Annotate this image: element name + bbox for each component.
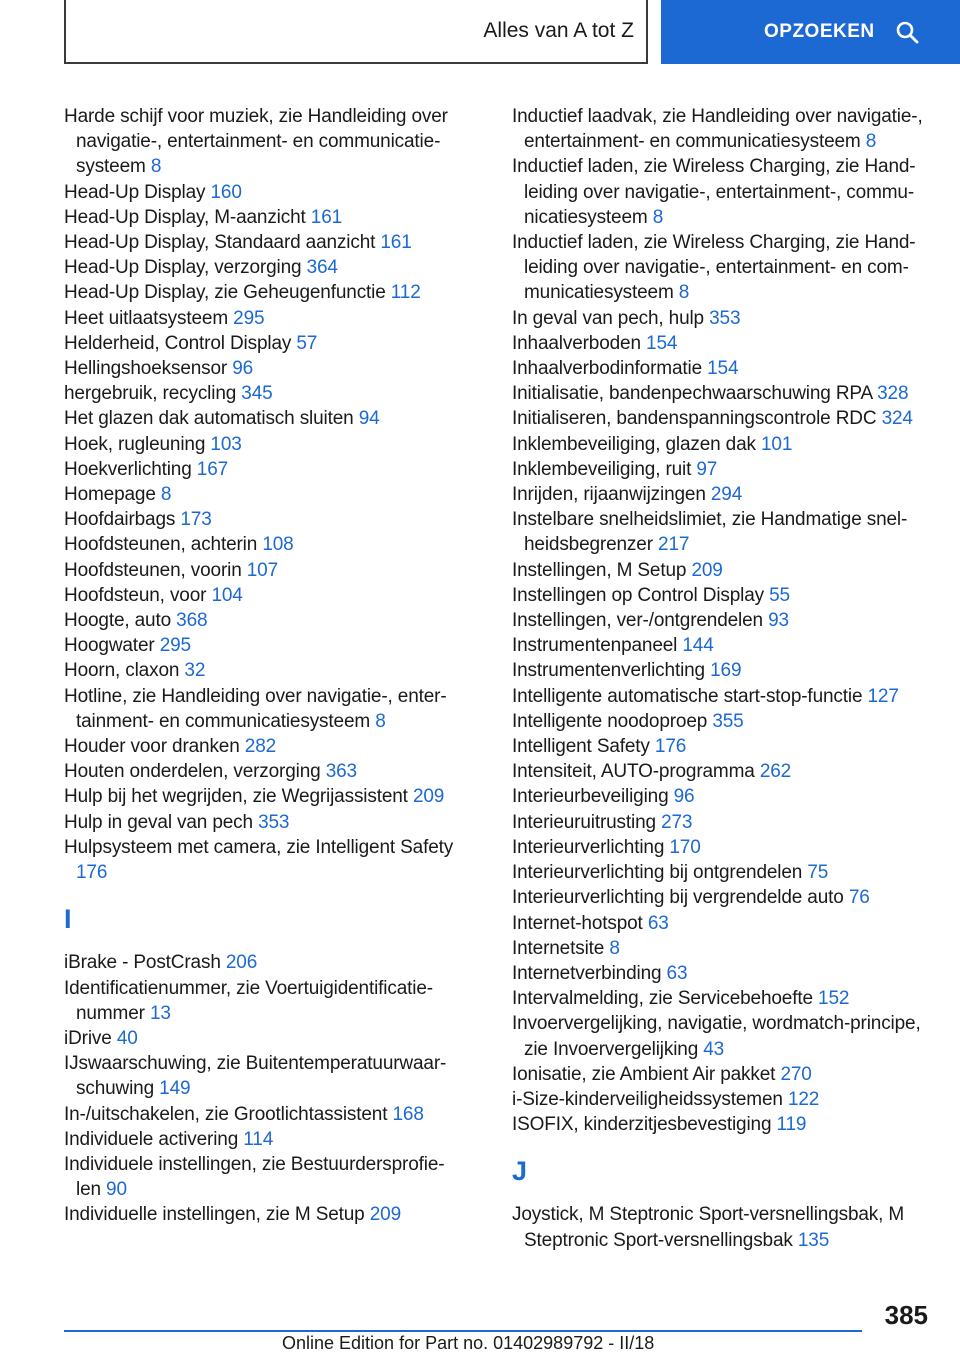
index-entry (512, 406, 932, 431)
magnifier-icon (895, 20, 919, 44)
index-entry-text: i-Size-kinderveiligheidssystemen (512, 1088, 783, 1110)
index-entry-text: Hulpsysteem met camera, zie Intelligent Safety (64, 836, 454, 858)
page-link[interactable]: 57 (296, 332, 318, 354)
page-link[interactable]: 8 (150, 156, 162, 178)
page-link[interactable]: 32 (184, 660, 206, 682)
index-entry-text: In-/uitschakelen, zie Grootlichtassistent (64, 1103, 388, 1125)
page-link[interactable]: 368 (176, 610, 208, 632)
index-entry (64, 1127, 456, 1152)
index-entry-text: Internetsite (512, 937, 605, 959)
page-link[interactable]: 8 (652, 206, 664, 228)
index-entry (512, 784, 932, 809)
index-entry (512, 936, 932, 961)
index-entry-text: Instellingen, ver-/ontgrendelen (512, 610, 763, 632)
index-entry (64, 784, 456, 809)
page-link[interactable]: 97 (696, 458, 718, 480)
index-entry (64, 356, 456, 381)
index-entry-text: iDrive (64, 1027, 112, 1049)
index-entry-text: Inductief laden, zie Wireless Charging, zie Handleiding over navigatie-, entertainment-, communicatiesysteem (512, 156, 916, 228)
index-entry-text: Harde schijf voor muziek, zie Handleiding over navigatie-, entertainment- en communicatiesysteem (64, 106, 448, 178)
index-entry (64, 507, 456, 532)
index-entry (512, 810, 932, 835)
index-entry (64, 734, 456, 759)
page-link[interactable]: 160 (210, 181, 242, 203)
page-link[interactable]: 273 (661, 811, 693, 833)
index-entry (512, 658, 932, 683)
index-entry-text: Interieurverlichting bij vergrendelde auto (512, 887, 844, 909)
page-link[interactable]: 135 (797, 1229, 830, 1251)
index-entry-text: Hulp bij het wegrijden, zie Wegrijassistent (64, 786, 408, 808)
index-entry (64, 658, 456, 683)
index-entry (64, 205, 456, 230)
index-entry (512, 835, 932, 860)
index-entry-text: Hoek, rugleuning (64, 433, 206, 455)
index-entry-text: Inhaalverboden (512, 332, 641, 354)
page-link[interactable]: 170 (669, 836, 701, 858)
index-entry (64, 280, 456, 305)
index-entry-text: Hoofdsteunen, achterin (64, 534, 258, 556)
page-link[interactable]: 90 (106, 1179, 127, 1201)
page-link[interactable]: 112 (390, 282, 421, 304)
page-link[interactable]: 176 (76, 862, 108, 884)
index-entry-text: Heet uitlaatsysteem (64, 307, 229, 329)
index-entry-text: Inductief laden, zie Wireless Charging, zie Handleiding over navigatie-, entertainment- en communicatiesysteem (512, 232, 916, 304)
index-entry-text: Head-Up Display, zie Geheugenfunctie (64, 282, 386, 304)
page-link[interactable]: 173 (180, 509, 212, 531)
index-entry-text: Individuelle instellingen, zie M Setup (64, 1204, 365, 1226)
page-link[interactable]: 355 (712, 710, 744, 732)
index-entry (512, 1087, 932, 1112)
page-link[interactable]: 63 (647, 912, 669, 934)
index-entry (512, 633, 932, 658)
index-entry (64, 457, 456, 482)
index-entry-text: Homepage (64, 484, 156, 506)
index-entry (512, 432, 932, 457)
index-entry-text: Initialisatie, bandenpechwaarschuwing RPA (512, 383, 872, 405)
page-link[interactable]: 328 (877, 383, 909, 405)
index-entry-text: Hoorn, claxon (64, 660, 180, 682)
index-entry-text: ISOFIX, kinderzitjesbevestiging (512, 1114, 772, 1136)
index-entry (64, 331, 456, 356)
index-entry (64, 1051, 456, 1101)
footer-edition-text: Online Edition for Part no. 01402989792 - II/18 (282, 1333, 655, 1353)
index-entry-text: iBrake - PostCrash (64, 952, 221, 974)
page-link[interactable]: 270 (780, 1063, 812, 1085)
page-link[interactable]: 13 (149, 1002, 171, 1024)
index-entry-text: Hoekverlichting (64, 458, 192, 480)
page-link[interactable]: 324 (881, 408, 913, 430)
page-link[interactable]: 8 (609, 937, 620, 959)
index-entry-text: Interieurverlichting (512, 836, 665, 858)
index-entry-text: Hoofdairbags (64, 509, 176, 531)
section-letter: I (64, 904, 72, 935)
index-entry-text: Inhaalverbodinformatie (512, 358, 702, 380)
index-entry-text: Houten onderdelen, verzorging (64, 761, 321, 783)
index-entry (64, 976, 456, 1026)
index-entry (64, 684, 456, 734)
index-entry-text: Instelbare snelheidslimiet, zie Handmatige snelheidsbegrenzer (512, 509, 908, 556)
page-link[interactable]: 108 (262, 534, 294, 556)
index-entry (512, 986, 932, 1011)
page-link[interactable]: 122 (787, 1088, 820, 1110)
page-link[interactable]: 295 (233, 307, 265, 329)
page-link[interactable]: 40 (116, 1027, 138, 1049)
index-entry (512, 885, 932, 910)
page-link[interactable]: 217 (658, 534, 690, 556)
index-entry (512, 1112, 932, 1137)
index-entry (512, 507, 932, 557)
page-link[interactable]: 154 (707, 358, 739, 380)
index-entry (64, 1026, 456, 1051)
index-entry (64, 306, 456, 331)
page-link[interactable]: 294 (710, 484, 743, 506)
index-entry-text: Identificatienummer, zie Voertuigidentificatienummer (64, 977, 434, 1024)
index-entry-text: Individuele instellingen, zie Bestuurdersprofielen (64, 1153, 445, 1201)
index-entry (512, 558, 932, 583)
page-link[interactable]: 209 (691, 559, 723, 581)
index-entry (512, 1062, 932, 1087)
index-entry (512, 961, 932, 986)
index-entry-text: Hulp in geval van pech (64, 811, 253, 833)
section-tab-label: Alles van A tot Z (483, 19, 634, 42)
footer-divider (64, 1330, 862, 1332)
index-entry-text: Head-Up Display, M-aanzicht (64, 206, 306, 228)
page-link[interactable]: 345 (241, 383, 273, 405)
index-entry (64, 633, 456, 658)
index-entry-text: Individuele activering (64, 1128, 239, 1150)
index-entry (512, 583, 932, 608)
page-link[interactable]: 8 (160, 484, 172, 506)
page-link[interactable]: 101 (761, 433, 793, 455)
index-entry (64, 950, 456, 975)
index-entry (64, 406, 456, 431)
page-link[interactable]: 96 (673, 786, 695, 808)
index-entry-text: Interieurbeveiliging (512, 786, 669, 808)
index-entry-text: Inklembeveiliging, ruit (512, 458, 692, 480)
index-entry (64, 230, 456, 255)
search-button[interactable] (661, 0, 960, 64)
page-link[interactable]: 63 (666, 962, 688, 984)
index-entry-text: Het glazen dak automatisch sluiten (64, 408, 354, 430)
index-entry-text: Head-Up Display, Standaard aanzicht (64, 232, 376, 254)
page-link[interactable]: 107 (246, 559, 279, 581)
section-tab-a-to-z[interactable] (64, 0, 648, 64)
index-entry-text: Internetverbinding (512, 962, 662, 984)
index-entry (512, 911, 932, 936)
index-entry-text: Hoofdsteun, voor (64, 584, 207, 606)
page-link[interactable]: 167 (196, 458, 229, 480)
index-entry-text: Hellingshoeksensor (64, 358, 228, 380)
index-entry (64, 1152, 456, 1202)
index-column-right (512, 104, 932, 1253)
index-entry (64, 532, 456, 557)
index-entry (512, 154, 932, 230)
index-entry-text: Intelligent Safety (512, 736, 650, 758)
index-entry-text: Inductief laadvak, zie Handleiding over navigatie-, entertainment- en communicatiesysteem (512, 106, 923, 153)
page-link[interactable]: 169 (710, 660, 742, 682)
page-link[interactable]: 152 (818, 988, 850, 1010)
index-entry-text: Hoogte, auto (64, 610, 172, 632)
page-link[interactable]: 127 (867, 685, 899, 707)
index-entry-text: hergebruik, recycling (64, 383, 237, 405)
index-entry-text: In geval van pech, hulp (512, 307, 704, 329)
page-link[interactable]: 104 (211, 584, 243, 606)
page-link[interactable]: 363 (325, 761, 357, 783)
page-link[interactable]: 144 (682, 635, 714, 657)
index-entry (512, 709, 932, 734)
index-entry (512, 457, 932, 482)
index-entry-text: Intelligente automatische start-stop-functie (512, 685, 863, 707)
index-entry-text: Intensiteit, AUTO-programma (512, 761, 755, 783)
index-entry (512, 1202, 932, 1252)
page-number: 385 (884, 1300, 928, 1330)
index-entry (64, 583, 456, 608)
index-entry (64, 104, 456, 180)
page-link[interactable]: 8 (678, 282, 690, 304)
index-entry (64, 759, 456, 784)
index-entry (64, 1202, 456, 1227)
index-entry (64, 558, 456, 583)
index-entry-text: Ionisatie, zie Ambient Air pakket (512, 1063, 776, 1085)
index-entry-text: Invoervergelijking, navigatie, wordmatch-principe, zie Invoervergelijking (512, 1013, 921, 1060)
index-entry-text: Instellingen, M Setup (512, 559, 687, 581)
index-entry-text: IJswaarschuwing, zie Buitentemperatuurwaarschuwing (64, 1053, 447, 1100)
index-entry-text: Interieurverlichting bij ontgrendelen (512, 862, 803, 884)
index-entry (512, 734, 932, 759)
index-entry-text: Initialiseren, bandenspanningscontrole RDC (512, 408, 877, 430)
page-link[interactable]: 206 (225, 952, 258, 974)
page-link[interactable]: 161 (380, 232, 412, 254)
index-entry-text: Inrijden, rijaanwijzingen (512, 484, 706, 506)
page-link[interactable]: 76 (848, 887, 870, 909)
page-link[interactable]: 353 (258, 811, 290, 833)
index-entry (64, 381, 456, 406)
index-column-left (64, 104, 456, 1228)
index-entry-text: Interieuruitrusting (512, 811, 656, 833)
index-entry (512, 306, 932, 331)
index-entry-text: Intervalmelding, zie Servicebehoefte (512, 988, 813, 1010)
index-entry-text: Head-Up Display (64, 181, 206, 203)
page-link[interactable]: 262 (759, 761, 792, 783)
page-link[interactable]: 8 (375, 710, 386, 732)
index-entry-text: Houder voor dranken (64, 736, 240, 758)
search-button-label: OPZOEKEN (764, 21, 875, 42)
index-entry (512, 482, 932, 507)
index-entry-text: Internet-hotspot (512, 912, 643, 934)
page-link[interactable]: 75 (807, 862, 829, 884)
page-link[interactable]: 209 (369, 1204, 401, 1226)
page-link[interactable]: 119 (776, 1114, 807, 1136)
page-link[interactable]: 353 (709, 307, 741, 329)
index-entry (64, 482, 456, 507)
index-entry (512, 331, 932, 356)
page-link[interactable]: 43 (703, 1038, 725, 1060)
page-link[interactable]: 103 (210, 433, 242, 455)
index-entry (512, 608, 932, 633)
page-link[interactable]: 114 (243, 1128, 274, 1150)
section-letter: J (512, 1156, 528, 1187)
page-link[interactable]: 154 (646, 332, 678, 354)
index-entry (64, 432, 456, 457)
index-entry-text: Head-Up Display, verzorging (64, 257, 302, 279)
page-link[interactable]: 364 (306, 257, 338, 279)
page-link[interactable]: 161 (310, 206, 343, 228)
index-entry (512, 230, 932, 306)
page-link[interactable]: 96 (232, 358, 254, 380)
index-entry-text: Hoofdsteunen, voorin (64, 559, 242, 581)
index-entry (512, 356, 932, 381)
index-entry-text: Intelligente noodoproep (512, 710, 708, 732)
index-entry (512, 684, 932, 709)
index-entry-text: Instellingen op Control Display (512, 584, 764, 606)
index-entry-text: Inklembeveiliging, glazen dak (512, 433, 756, 455)
index-entry (64, 608, 456, 633)
index-entry (512, 1011, 932, 1061)
index-entry-text: Hotline, zie Handleiding over navigatie-, entertainment- en communicatiesysteem (64, 685, 447, 732)
page-link[interactable]: 209 (412, 786, 445, 808)
page-link[interactable]: 168 (392, 1103, 424, 1125)
index-entry (64, 835, 456, 885)
index-entry (64, 1102, 456, 1127)
page-link[interactable]: 149 (159, 1078, 191, 1100)
index-entry-text: Instrumentenverlichting (512, 660, 705, 682)
index-entry-text: Joystick, M Steptronic Sport-versnellingsbak, M Steptronic Sport-versnellingsbak (512, 1204, 905, 1251)
page-link[interactable]: 282 (244, 736, 277, 758)
page-link[interactable]: 55 (769, 584, 790, 606)
index-entry-text: Helderheid, Control Display (64, 332, 292, 354)
index-entry (64, 255, 456, 280)
index-entry-text: Instrumentenpaneel (512, 635, 678, 657)
index-entry (512, 104, 932, 154)
index-entry (512, 759, 932, 784)
index-entry (64, 810, 456, 835)
index-entry (64, 180, 456, 205)
page-link[interactable]: 93 (768, 610, 789, 632)
page-link[interactable]: 176 (654, 736, 687, 758)
page-link[interactable]: 295 (159, 635, 191, 657)
index-entry (512, 860, 932, 885)
index-entry (512, 381, 932, 406)
index-entry-text: Hoogwater (64, 635, 155, 657)
page-link[interactable]: 94 (358, 408, 380, 430)
page-link[interactable]: 8 (865, 131, 877, 153)
